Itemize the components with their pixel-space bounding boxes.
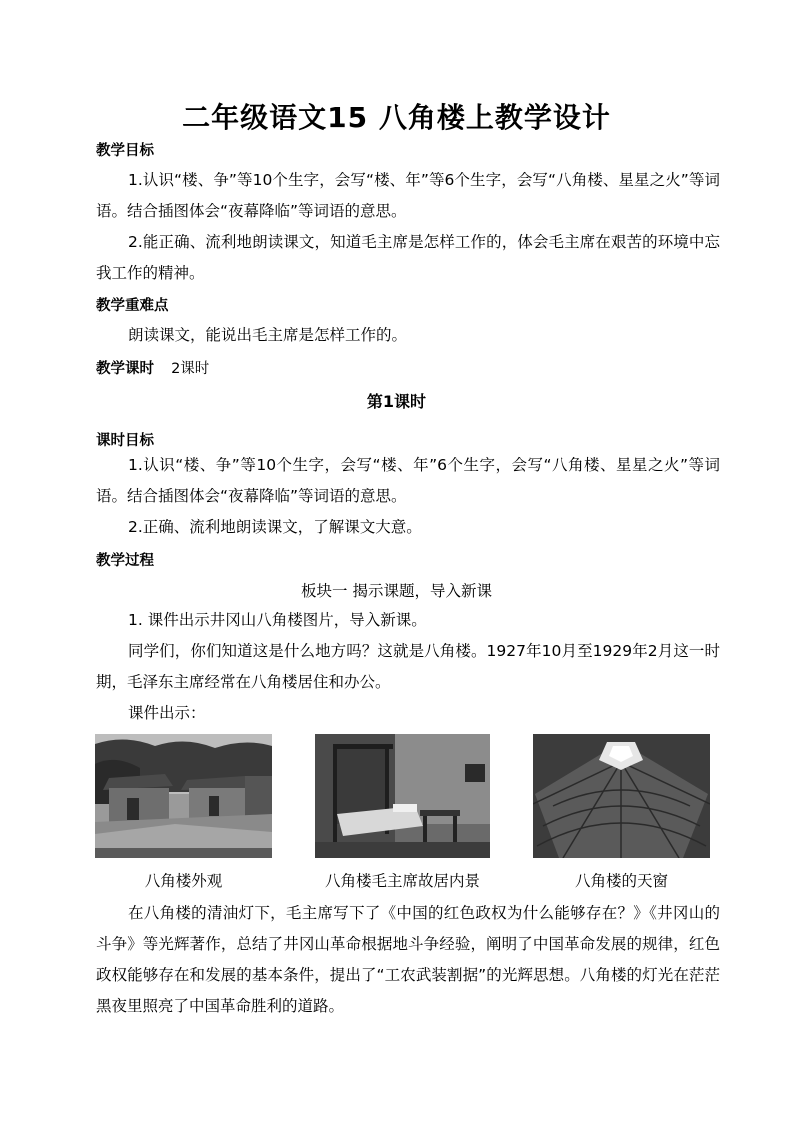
- lesson-goal-1: 1.认识“楼、争”等10个生字，会写“楼、年”6个生字，会写“八角楼、星星之火”等词语。结合插图体会“夜幕降临”等词语的意思。: [96, 456, 720, 505]
- lesson-goals-heading: 课时目标: [96, 433, 154, 449]
- intro-paragraph: 同学们，你们知道这是什么地方吗？这就是八角楼。1927年10月至1929年2月这一时期，毛泽东主席经常在八角楼居住和办公。: [96, 642, 720, 691]
- closing-paragraph: 在八角楼的清油灯下，毛主席写下了《中国的红色政权为什么能够存在？》《井冈山的斗争》等光辉著作，总结了井冈山革命根据地斗争经验，阐明了中国革命发展的规律，红色政权能够存在和发展的基本条件，提出了“工农武装割据”的光辉思想。八角楼的灯光在茫茫黑夜里照亮了中国革命胜利的道路。: [96, 904, 720, 1015]
- courseware-label: 课件出示：: [128, 704, 206, 722]
- key-difficulty-text: 朗读课文，能说出毛主席是怎样工作的。: [128, 326, 408, 344]
- exterior-photo: [95, 734, 272, 858]
- lesson-1-heading: 第1课时: [366, 392, 427, 411]
- class-hours-heading: 教学课时: [96, 361, 154, 377]
- key-difficulty-heading: 教学重难点: [96, 298, 169, 314]
- lesson-goal-2: 2.正确、流利地朗读课文，了解课文大意。: [128, 518, 422, 536]
- teaching-goal-1: 1.认识“楼、争”等10个生字，会写“楼、年”等6个生字，会写“八角楼、星星之火”等词语。结合插图体会“夜幕降临”等词语的意思。: [96, 171, 720, 220]
- caption-interior: 八角楼毛主席故居内景: [324, 872, 480, 890]
- block-1-title: 板块一 揭示课题，导入新课: [301, 582, 492, 600]
- interior-photo: [315, 734, 490, 858]
- caption-exterior: 八角楼外观: [144, 872, 223, 890]
- teaching-goal-2: 2.能正确、流利地朗读课文，知道毛主席是怎样工作的，体会毛主席在艰苦的环境中忘我工作的精神。: [96, 233, 720, 282]
- class-hours: [96, 357, 209, 378]
- caption-skylight: 八角楼的天窗: [574, 872, 668, 890]
- teaching-process-heading: 教学过程: [96, 553, 154, 569]
- document-title: 二年级语文15 八角楼上教学设计: [182, 101, 611, 134]
- teaching-goals-heading: 教学目标: [96, 143, 154, 159]
- step-1: 1. 课件出示井冈山八角楼图片，导入新课。: [128, 611, 427, 629]
- skylight-photo: [533, 734, 710, 858]
- class-hours-value: 2课时: [171, 361, 210, 377]
